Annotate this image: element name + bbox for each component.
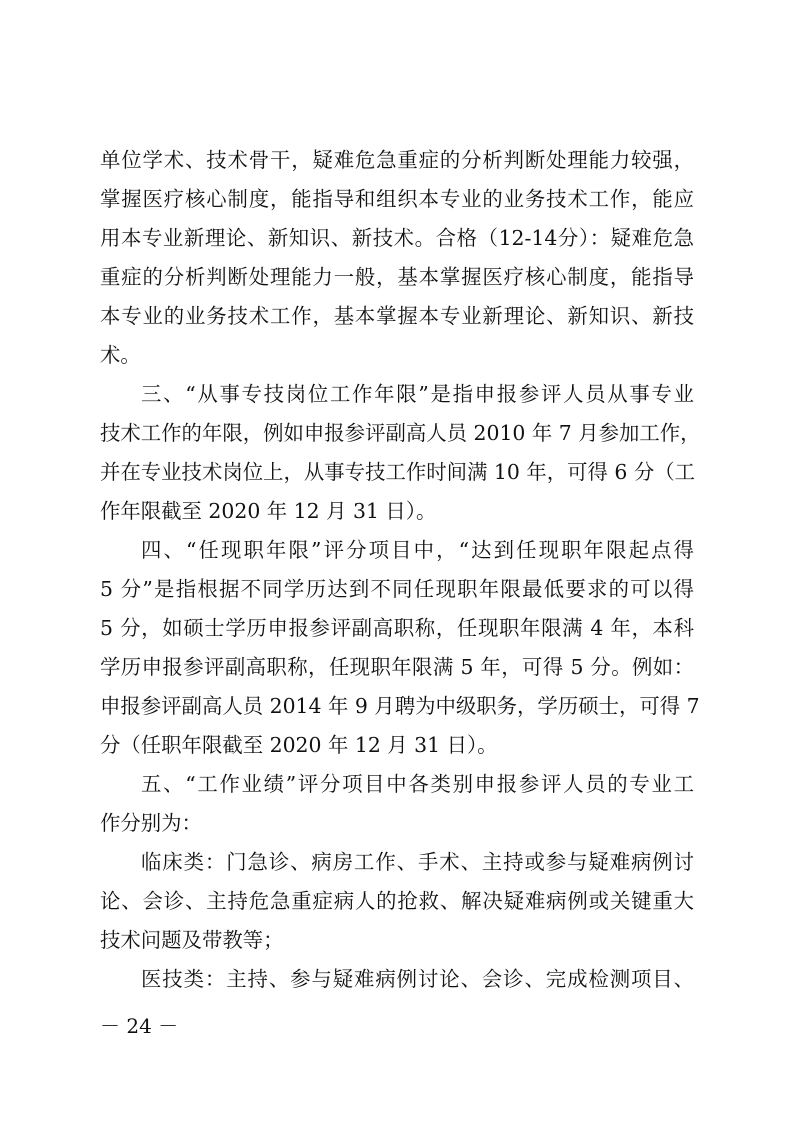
paragraph-heading-5: 五、“工作业绩”评分项目中各类别申报参评人员的专业工 [141,772,694,796]
text-line: 5 分，如硕士学历申报参评副高职称，任现职年限满 4 年，本科 [100,616,694,640]
text-line: 申报参评副高人员 2014 年 9 月聘为中级职务，学历硕士，可得 7 [100,694,700,718]
page-number: － 24 － [100,1014,179,1038]
text-line: 单位学术、技术骨干，疑难危急重症的分析判断处理能力较强， [100,148,694,172]
text-line: 作年限截至 2020 年 12 月 31 日）。 [100,499,437,523]
text-line: 学历申报参评副高职称，任现职年限满 5 年，可得 5 分。例如： [100,655,694,679]
text-line: 并在专业技术岗位上，从事专技工作时间满 10 年，可得 6 分（工 [100,460,695,484]
paragraph-clinical: 临床类：门急诊、病房工作、手术、主持或参与疑难病例讨 [141,850,694,874]
text-line: 论、会诊、主持危急重症病人的抢救、解决疑难病例或关键重大 [100,889,694,913]
text-line: 技术问题及带教等； [100,928,284,952]
text-line: 用本专业新理论、新知识、新技术。合格（12-14分）：疑难危急 [100,226,694,250]
text-line: 技术工作的年限，例如申报参评副高人员 2010 年 7 月参加工作， [100,421,701,445]
paragraph-medical-tech: 医技类：主持、参与疑难病例讨论、会诊、完成检测项目、 [141,967,694,991]
paragraph-heading-4: 四、“任现职年限”评分项目中，“达到任现职年限起点得 [141,538,694,562]
text-line: 5 分”是指根据不同学历达到不同任现职年限最低要求的可以得 [100,577,694,601]
text-line: 重症的分析判断处理能力一般，基本掌握医疗核心制度，能指导 [100,265,694,289]
text-line: 分（任职年限截至 2020 年 12 月 31 日）。 [100,733,498,757]
text-line: 作分别为： [100,811,202,835]
paragraph-heading-3: 三、“从事专技岗位工作年限”是指申报参评人员从事专业 [141,382,694,406]
text-line: 本专业的业务技术工作，基本掌握本专业新理论、新知识、新技 [100,304,694,328]
text-line: 术。 [100,343,141,367]
text-line: 掌握医疗核心制度，能指导和组织本专业的业务技术工作，能应 [100,187,694,211]
